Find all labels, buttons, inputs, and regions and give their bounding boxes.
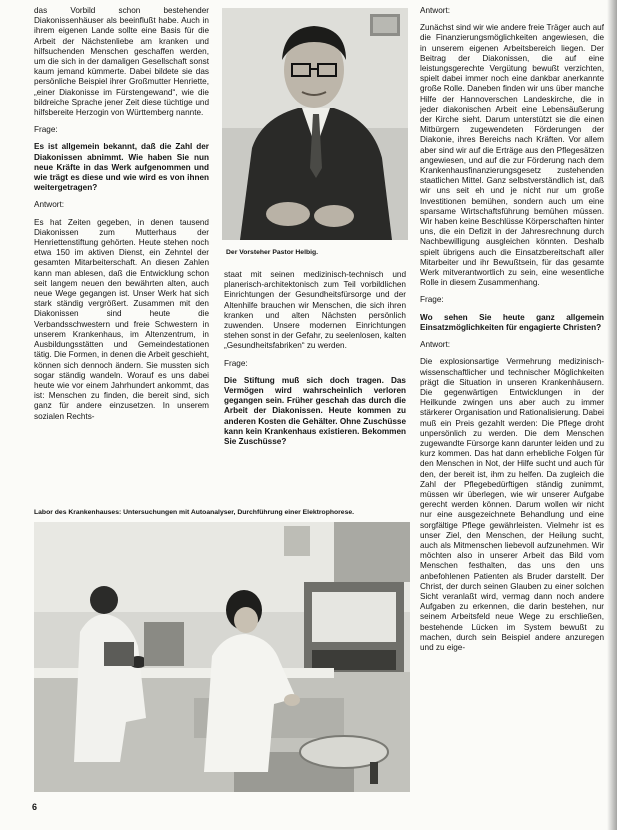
answer-label-3: Antwort:: [420, 6, 451, 15]
intro-paragraph: das Vorbild schon bestehender Diakonissenhäuser als beeinflußt habe. Auch in ihrem eigenen Lande sollte eine Basis für die Arbeit der Nächstenliebe am kranken und hilfsuchenden Menschen geschaffen werden, um die sich in der damaligen Gesellschaft sonst kaum jemand kümmerte. Dabei bildete sie das persönliche Beispiel ihrer Großmutter Henriette, „einer Diakonisse im Fürstengewand“, wie die bildreiche Sprache jener Zeit diese tüchtige und hilfsbereite Herzogin von Württemberg nannte.: [34, 6, 209, 118]
answer-label-4: Antwort:: [420, 340, 451, 350]
question-label-3: Frage:: [420, 295, 444, 305]
portrait-photo: [222, 8, 408, 240]
question-label: Frage:: [34, 125, 58, 135]
column-1: [34, 6, 209, 516]
answer-text-3: Zunächst sind wir wie andere freie Träger auch auf die Finanzierungsmöglichkeiten angewiesen, die in unserem eigenen Arbeitsbereich liegen. Der Beitrag der Diakonissen, die auf eine leistungsgerechte Vergütung bewußt verzichten, spielt dabei immer noch eine dankbar anerkannte große Rolle. Daneben finden wir uns über manche Hilfe der Hannoverschen Landeskirche, die in jeder diakonischen Arbeit eine Lebensäußerung der Kirche sieht. Darum unterstützt sie die einen Mitbürgern zugewendeten Förderungen der Diakonie, ihres Bereichs nach Kräften. Vor allem aber sind wir auf die Erträge aus den Pflegesätzen angewiesen, und auf die zur Förderung nach dem Krankenhausfinanzierungsgesetz zustehenden staatlichen Mittel. Ganz selbstverständlich ist, daß wir uns seit eh und je nicht nur um große Investitionen bemühen, sondern auch um eine sparsame Wirtschaftsführung bemühen müssen. Wir haben keine Beschlüsse Körperschaften hinter uns, die ein Defizit in der Jahresrechnung durch Nachbewilligung ausgleichen könnten. Deshalb spielt übrigens auch die Einsatzbereitschaft aller Mitarbeiter und ihr Bewußtsein, für das gesamte Werk mitverantwortlich zu sein, eine wesentliche Rolle in diesem Zusammenhang.: [420, 23, 604, 288]
answer-text-4: Die explosionsartige Vermehrung medizinisch-wissenschaftlicher und technischer Möglichkeiten prägt die Situation in unseren Krankenhäusern. Die gegenwärtigen Entwicklungen in der Heilkunde zwingen uns aber auch zu immer stärkerer Organisation und Rationalisierung. Dabei muß ein Preis gezahlt werden: Die Pflege droht unpersönlich zu werden. Die dem Menschen zugewandte Fürsorge kann darunter leiden und zu kurz kommen. Das hat dann erhebliche Folgen für den Menschen in Not, der Hilfe sucht und auch für den, der bereit ist, ihm zu helfen. Da zugleich die Zahl der Pflegebedürftigen ständig zunimmt, müssen wir überlegen, wie wir unserer Aufgabe gerecht werden können. Darum wollen wir nicht nur eine ausgezeichnete Behandlung und eine sorgfältige Pflege gewährleisten. Vielmehr ist es unser Ziel, den Menschen, der Heilung sucht, auch als Mitmenschen liebevoll aufzunehmen. Wir möchten also in unserer Arbeit das Bild vom Menschen festhalten, das uns den uns anbefohlenen Patienten als Bruder darstellt. Der Christ, der durch seinen Glauben zu einer solchen Sicht veranlaßt wird, vermag dann noch andere Aufgaben zu erkennen, die darin bestehen, nur seinem Arbeitsfeld neue Wege zu erschließen, bestehende Lücken im System bewußt zu machen, durch sein Beispiel andere anzuregen und zu eige-: [420, 357, 604, 652]
answer-text: Es hat Zeiten gegeben, in denen tausend Diakonissen zum Mutterhaus der Henriettenstiftung gehörten. Heute stehen noch etwa 150 im aktiven Dienst, ein Zehntel der gesamten Mitarbeiterschaft. An diesen Zahlen kann man ablesen, daß die Entwicklung schon seit langem neuen den bewährten alten, auch neue Wege gegangen ist. Unser Werk hat sich stark ständig vergrößert. Zusammen mit den Diakonissen sind heute die Verbandsschwestern und freie Schwestern in unserem Krankenhaus, im Altenzentrum, in Ausbildungsstätten und Gemeindestationen tätig. Die Formen, in denen die Arbeit geschieht, können sich dennoch ändern. Sie mussten sich sogar ständig wandeln. Worauf es uns dabei heute wie vor einem Jahrhundert ankommt, das ist: Menschen zu finden, die bereit sind, sich ganz für andere einzusetzen. In unserem sozialen Rechts-: [34, 217, 209, 421]
page-number: 6: [32, 802, 38, 812]
lab-photo: [34, 522, 410, 792]
column-2: [224, 270, 406, 520]
question-text: Es ist allgemein bekannt, daß die Zahl der Diakonissen abnimmt. Wie haben Sie nun neue Kräfte in das Werk aufgenommen und wie trägt es diese und wie wird es von ihnen weitergetragen?: [34, 142, 209, 193]
question-label-2: Frage:: [224, 358, 248, 368]
answer-label: Antwort:: [34, 200, 65, 210]
answer-continuation: staat mit seinen medizinisch-technisch und planerisch-architektonisch zum Teil vorbildlichen Einrichtungen der Gesundheitsfürsorge und der Altenhilfe brauchen wir Menschen, die sich ihren kranken und alten Nächsten persönlich zuwenden. Unsere modernen Einrichtungen stehen sonst in der Gefahr, zu seelenlosen, kalten „Gesundheitsfabriken“ zu werden.: [224, 270, 406, 351]
page-edge-shadow: [607, 0, 617, 830]
question-text-3: Wo sehen Sie heute ganz allgemein Einsatzmöglichkeiten für engagierte Christen?: [420, 312, 604, 332]
portrait-caption: Der Vorsteher Pastor Helbig.: [226, 249, 319, 256]
column-3: [420, 6, 604, 796]
lab-photo-caption: Labor des Krankenhauses: Untersuchungen mit Autoanalyser, Durchführung einer Elektrophorese.: [34, 509, 355, 516]
question-text-2: Die Stiftung muß sich doch tragen. Das Vermögen wird wahrscheinlich verloren gegangen sein. Früher geschah das durch die Arbeit der Diakonissen. Heute kommen zu anderen Kosten die Gehälter. Ohne Zuschüsse kann kein Krankenhaus existieren. Bekommen Sie Zuschüsse?: [224, 375, 406, 447]
portrait-illustration: [222, 8, 408, 240]
lab-illustration: [34, 522, 410, 792]
